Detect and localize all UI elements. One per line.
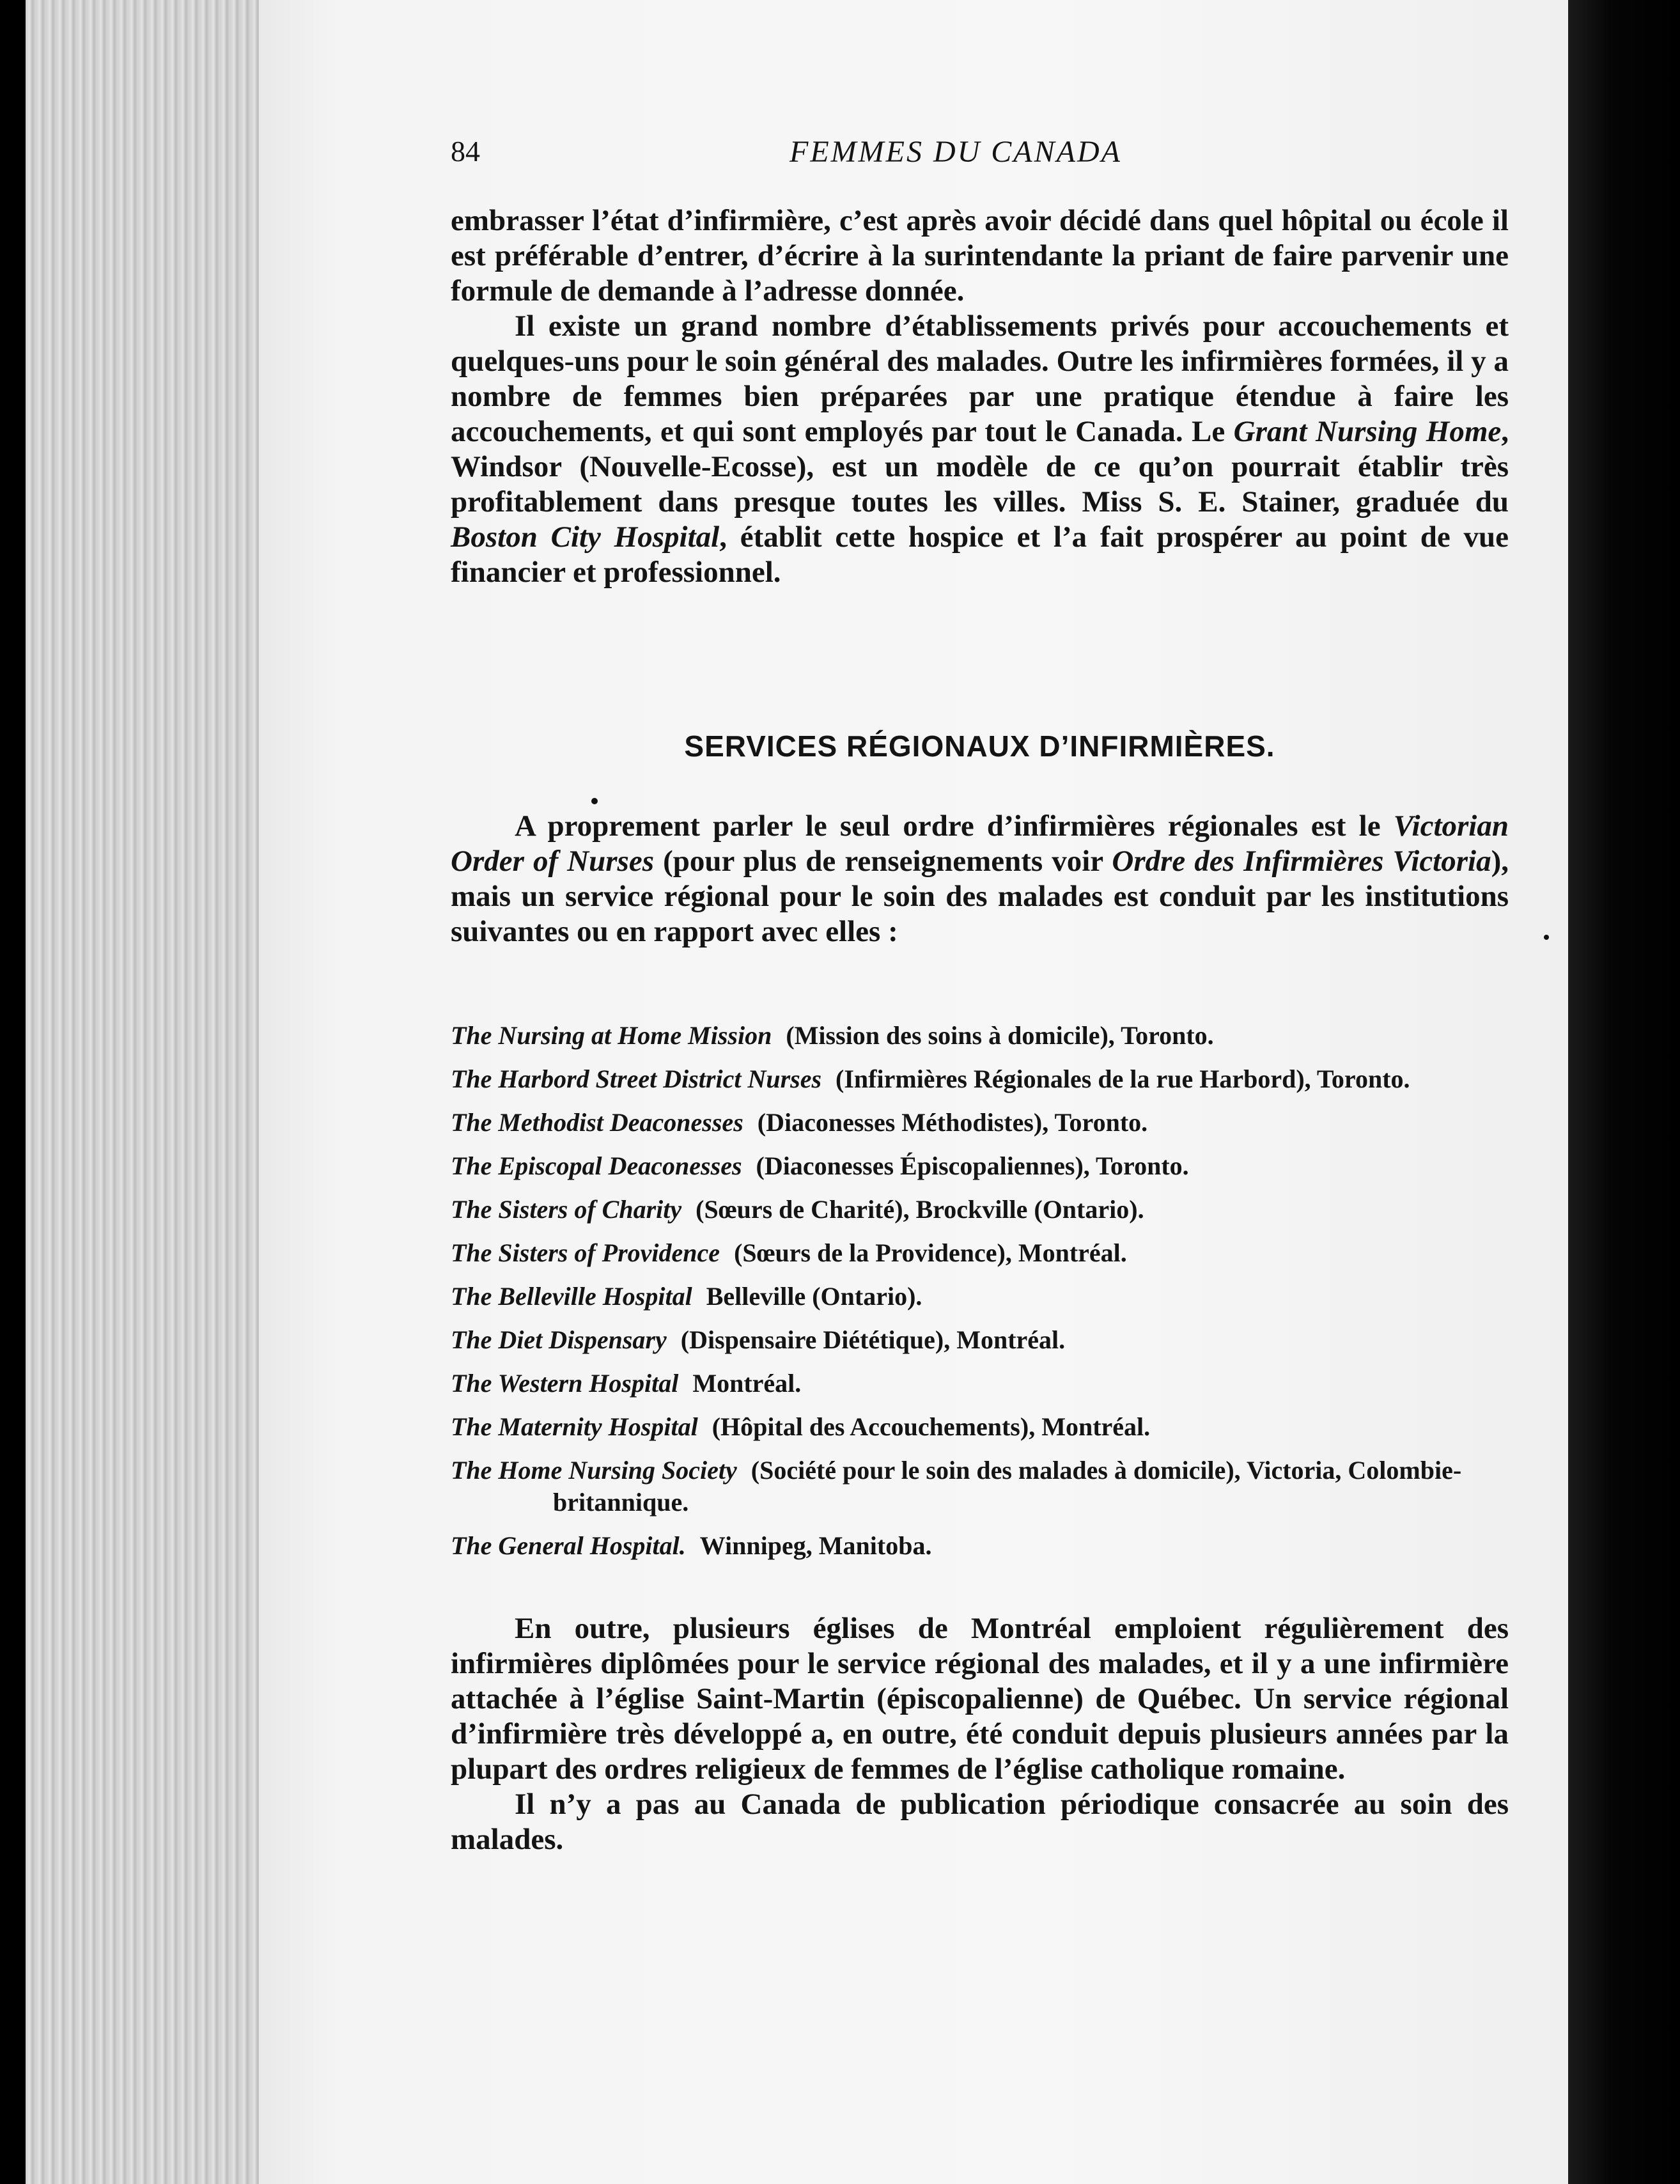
list-item: [451, 1107, 1509, 1139]
list-item: [451, 1324, 1509, 1356]
institution-list: [451, 1020, 1509, 1573]
institution-detail: (Sœurs de la Providence), Montréal.: [734, 1238, 1127, 1267]
institution-detail: (Sœurs de Charité), Brockville (Ontario).: [696, 1195, 1144, 1224]
paragraph-private-establishments: [451, 309, 1509, 590]
text-run: ), mais un service régional pour le soin des malades est conduit par les institutions suivantes ou en rapport avec elles :: [451, 845, 1509, 948]
page-number: 84: [451, 135, 480, 168]
list-item: [451, 1368, 1509, 1400]
book-page: [259, 0, 1573, 2184]
institution-detail: (Diaconesses Épiscopaliennes), Toronto.: [756, 1151, 1189, 1180]
institution-detail: (Hôpital des Accouchements), Montréal.: [712, 1412, 1151, 1441]
paragraph-no-publication: Il n’y a pas au Canada de publication périodique consacrée au soin des malades.: [451, 1788, 1509, 1856]
institution-name: The Harbord Street District Nurses: [451, 1065, 822, 1093]
institution-name: The Sisters of Providence: [451, 1238, 720, 1267]
text-run: Il existe un grand nombre d’établissements privés pour accouchements et quelques-uns pour le soin général des malades. Outre les infirmières formées, il y a nombre de femmes bien préparées par une pratique étendue à faire les accouchements, et qui sont employés par tout le Canada. Le: [451, 309, 1509, 448]
paragraph-intro: [451, 809, 1509, 949]
institution-detail: (Mission des soins à domicile), Toronto.: [786, 1021, 1214, 1050]
list-item: [451, 1530, 1509, 1562]
institution-detail: (Société pour le soin des malades à domicile), Victoria, Colombie-britannique.: [553, 1456, 1462, 1517]
institution-detail: Montréal.: [692, 1369, 802, 1398]
institution-name: The Diet Dispensary: [451, 1325, 667, 1354]
institution-name: The Maternity Hospital: [451, 1412, 698, 1441]
institution-name: The General Hospital.: [451, 1531, 686, 1560]
institution-name: Grant Nursing Home: [1233, 415, 1502, 448]
institution-name: The Home Nursing Society: [451, 1456, 737, 1485]
institution-name: The Western Hospital: [451, 1369, 679, 1398]
institution-name: The Sisters of Charity: [451, 1195, 682, 1224]
order-name: Ordre des Infirmières Victoria: [1112, 845, 1491, 878]
list-item: [451, 1150, 1509, 1182]
book-page-edges: [26, 0, 270, 2184]
institution-detail: Belleville (Ontario).: [706, 1282, 922, 1311]
institution-name: The Episcopal Deaconesses: [451, 1151, 742, 1180]
list-item: [451, 1411, 1509, 1443]
list-item: [451, 1194, 1509, 1226]
running-head: [451, 134, 1461, 179]
text-run: , Windsor (Nouvelle-Ecosse), est un modèle de ce qu’on pourrait établir très profitablement dans presque toutes les villes. Miss S. E. Stainer, graduée du: [451, 415, 1509, 519]
institution-detail: (Dispensaire Diététique), Montréal.: [680, 1325, 1066, 1354]
ink-speck: [591, 798, 598, 804]
list-item: [451, 1020, 1509, 1052]
page-heading: FEMMES DU CANADA: [789, 135, 1122, 169]
institution-detail: Winnipeg, Manitoba.: [699, 1531, 932, 1560]
institution-detail: (Infirmières Régionales de la rue Harbord), Toronto.: [836, 1065, 1410, 1093]
list-item: [451, 1455, 1509, 1518]
ink-speck: [1544, 935, 1549, 940]
list-item: [451, 1063, 1509, 1095]
institution-name: Boston City Hospital: [451, 520, 720, 554]
institution-name: The Methodist Deaconesses: [451, 1108, 743, 1137]
section-title: SERVICES RÉGIONAUX D’INFIRMIÈRES.: [684, 729, 1275, 763]
list-item: [451, 1237, 1509, 1269]
paragraph-montreal-churches: En outre, plusieurs églises de Montréal emploient régulièrement des infirmières diplômées pour le service régional des malades, et il y a une infirmière attachée à l’église Saint-Martin (épiscopalienne) de Québec. Un service régional d’infirmière très développé a, en outre, été conduit depuis plusieurs années par la plupart des ordres religieux de femmes de l’église catholique romaine.: [451, 1612, 1509, 1786]
paragraph-continuation: embrasser l’état d’infirmière, c’est après avoir décidé dans quel hôpital ou école il est préférable d’entrer, d’écrire à la surintendante la priant de faire parvenir une formule de demande à l’adresse donnée.: [451, 204, 1509, 308]
section-intro: [451, 809, 1509, 949]
text-run: A proprement parler le seul ordre d’infirmières régionales est le: [515, 809, 1394, 843]
text-run: (pour plus de renseignements voir: [654, 845, 1112, 878]
order-name: Victorian Order of Nurses: [451, 809, 1509, 878]
institution-name: The Belleville Hospital: [451, 1282, 692, 1311]
text-run: , établit cette hospice et l’a fait prospérer au point de vue financier et professionnel.: [451, 520, 1509, 589]
institution-detail: (Diaconesses Méthodistes), Toronto.: [757, 1108, 1148, 1137]
bottom-text: [451, 1611, 1509, 1857]
institution-name: The Nursing at Home Mission: [451, 1021, 772, 1050]
binding-shadow: [1568, 0, 1680, 2184]
top-text: [451, 203, 1509, 590]
list-item: [451, 1281, 1509, 1313]
